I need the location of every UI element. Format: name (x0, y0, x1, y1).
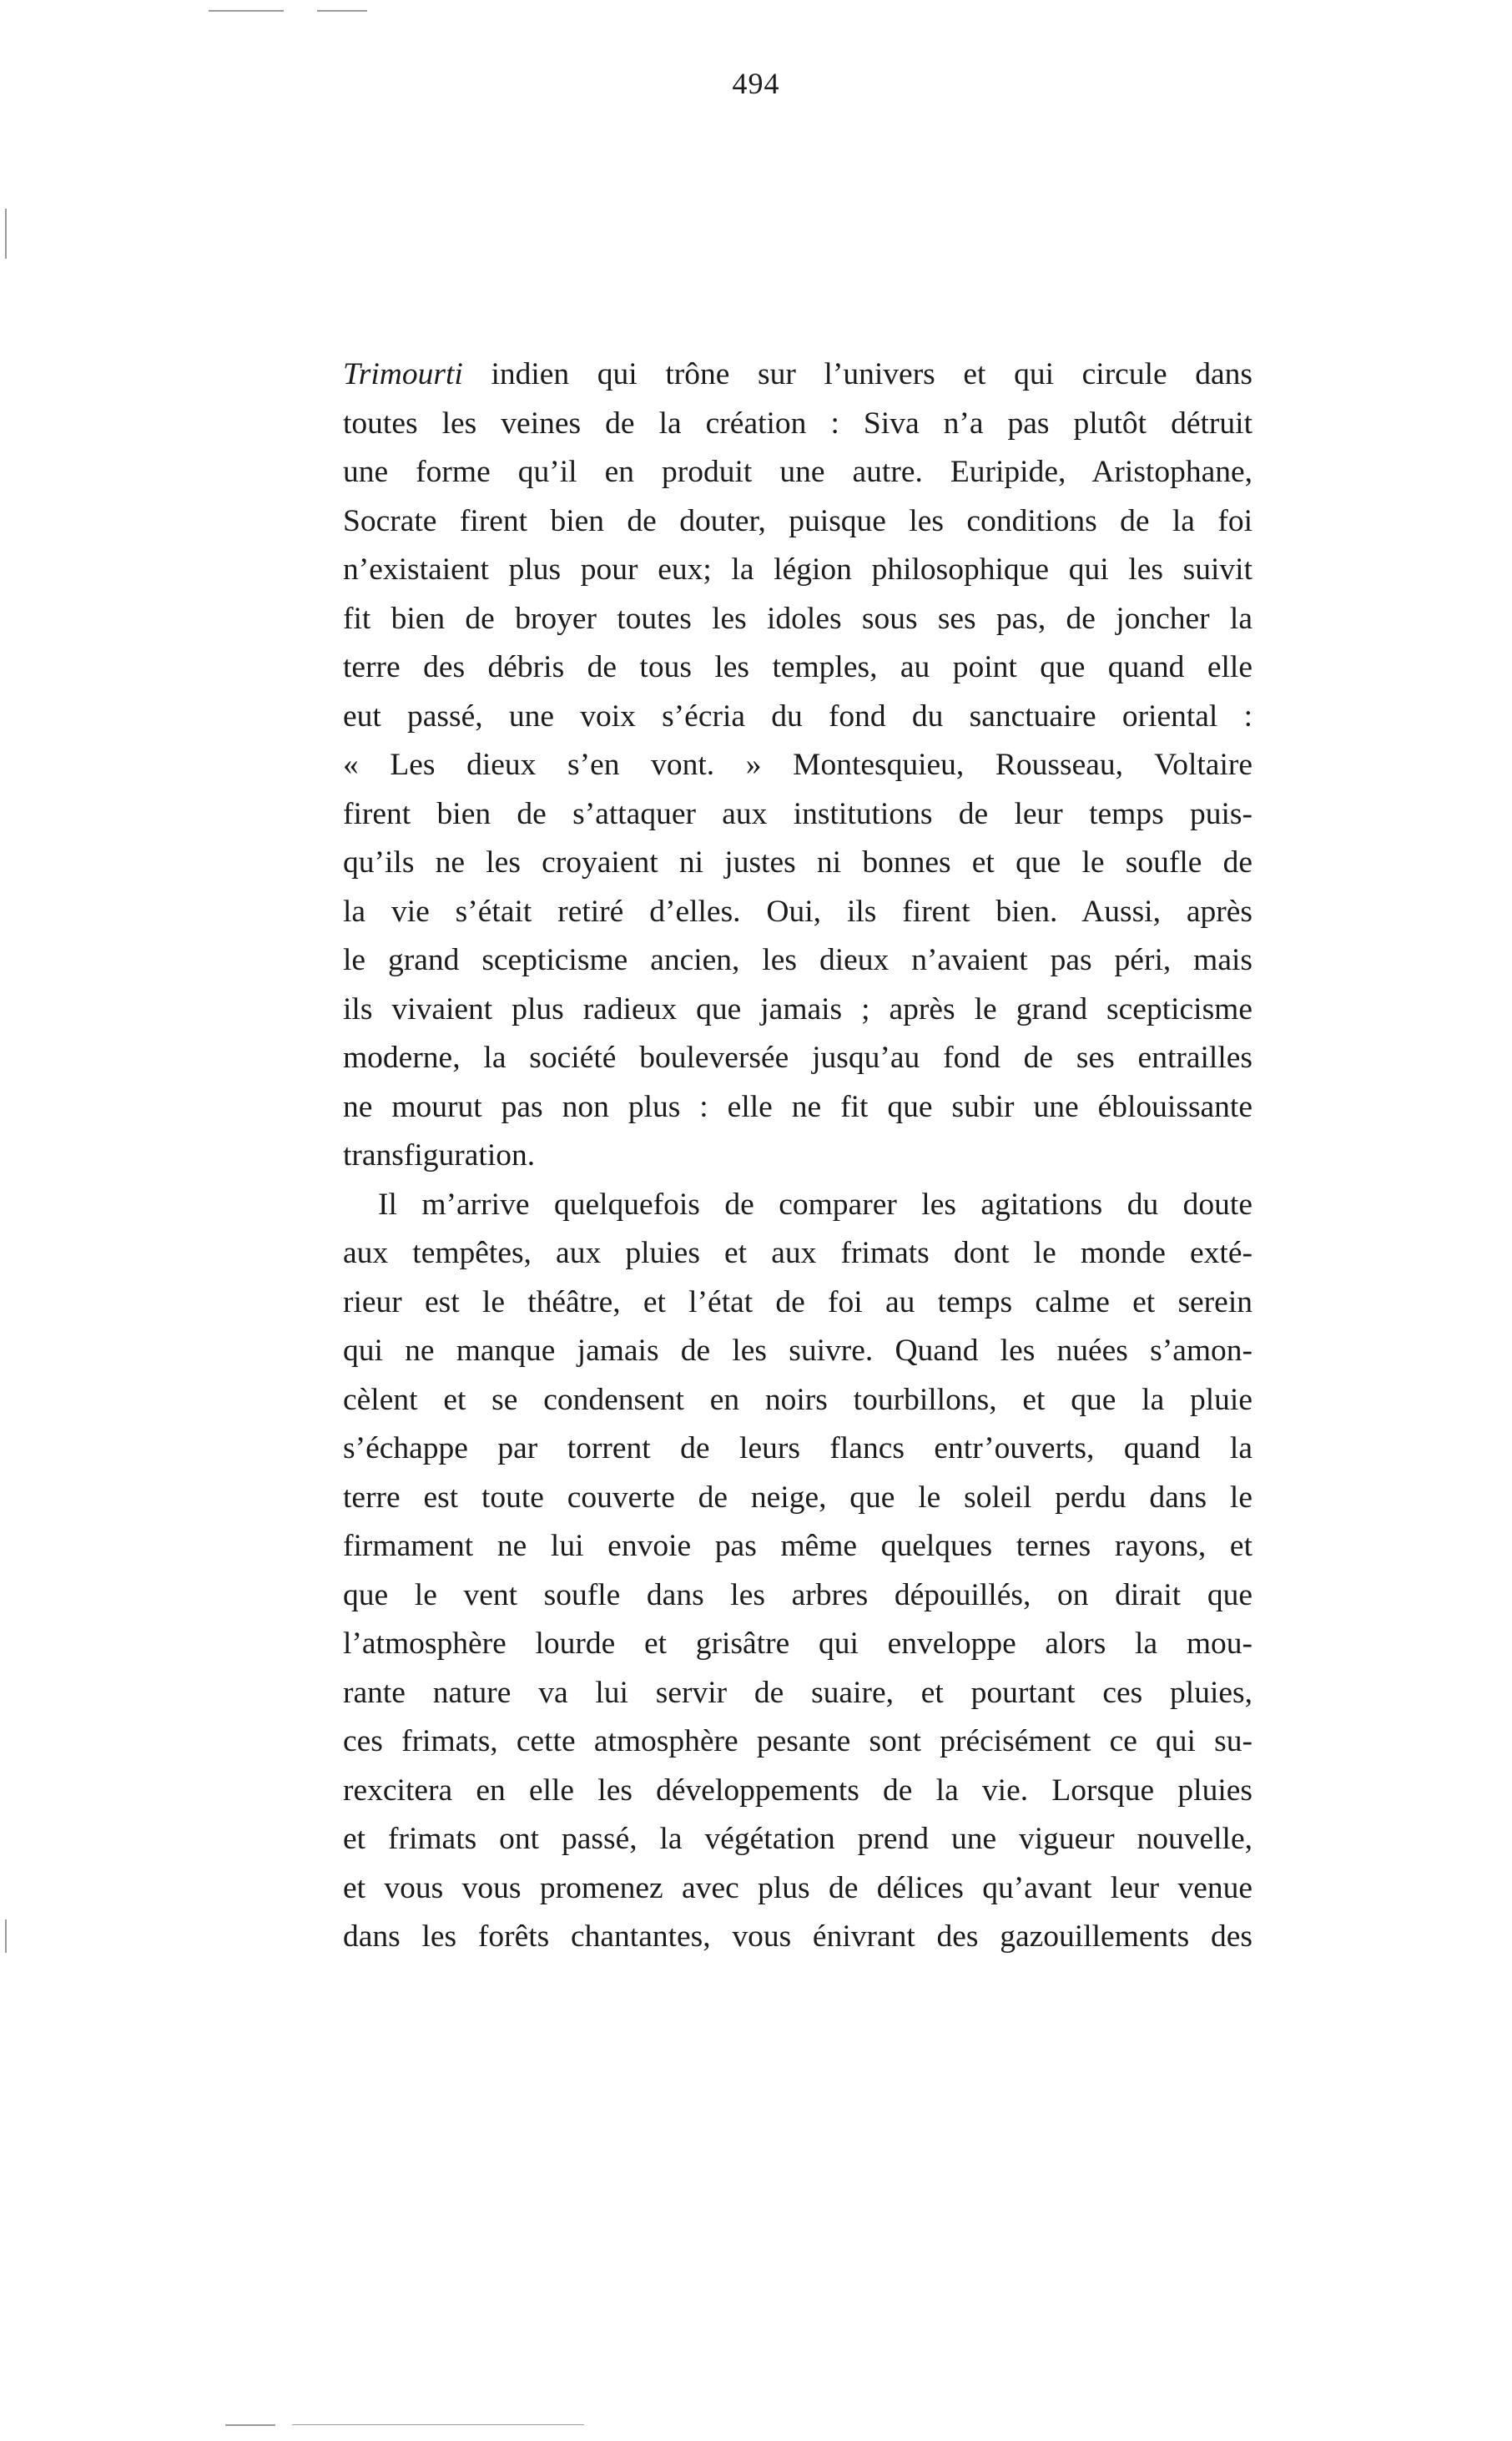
page-number: 494 (732, 67, 780, 100)
text-line (343, 595, 1252, 644)
text-line (343, 1815, 1252, 1864)
text-line-content: firmament ne lui envoie pas même quelques ternes rayons, et (343, 1529, 1252, 1563)
text-line-content: dans les forêts chantantes, vous énivrant des gazouillements des (343, 1919, 1252, 1954)
text-line (343, 351, 1252, 400)
text-line (343, 546, 1252, 595)
text-line-content: firent bien de s’attaquer aux institutions de leur temps puis- (343, 796, 1252, 831)
text-line (343, 1864, 1252, 1914)
text-line-content: terre des débris de tous les temples, au point que quand elle (343, 650, 1252, 684)
text-line-content: terre est toute couverte de neige, que le soleil perdu dans le (343, 1480, 1252, 1515)
text-line-content: aux tempêtes, aux pluies et aux frimats dont le monde exté- (343, 1236, 1252, 1270)
text-line (343, 693, 1252, 742)
text-line (343, 1327, 1252, 1376)
text-line-content: rexcitera en elle les développements de la vie. Lorsque pluies (343, 1773, 1252, 1808)
text-line-content: qu’ils ne les croyaient ni justes ni bonnes et que le soufle de (343, 845, 1252, 880)
text-line (343, 986, 1252, 1035)
text-line (343, 400, 1252, 449)
text-line (343, 643, 1252, 693)
text-line (343, 1620, 1252, 1669)
text-line-content: rieur est le théâtre, et l’état de foi au temps calme et serein (343, 1284, 1252, 1319)
text-line (343, 1717, 1252, 1767)
text-line (343, 1376, 1252, 1425)
text-line-content: Socrate firent bien de douter, puisque les conditions de la foi (343, 503, 1252, 538)
text-line-content: fit bien de broyer toutes les idoles sous ses pas, de joncher la (343, 601, 1252, 636)
scan-edge-mark-top (209, 10, 284, 12)
scan-edge-mark-bottom (225, 2424, 275, 2426)
text-line (343, 1132, 1252, 1181)
text-line-content: ces frimats, cette atmosphère pesante sont précisément ce qui su- (343, 1724, 1252, 1758)
italic-term: Trimourti (343, 357, 463, 391)
text-line (343, 1425, 1252, 1474)
text-line (343, 1522, 1252, 1571)
scan-edge-mark-left-2 (5, 1919, 7, 1953)
text-line-content: qui ne manque jamais de les suivre. Quand les nuées s’amon- (343, 1334, 1252, 1368)
text-line (343, 497, 1252, 547)
text-line-content: et frimats ont passé, la végétation prend une vigueur nouvelle, (343, 1822, 1252, 1856)
text-line (343, 1034, 1252, 1083)
text-line-content: que le vent soufle dans les arbres dépouillés, on dirait que (343, 1577, 1252, 1612)
scan-edge-mark-bottom-2 (292, 2424, 584, 2425)
text-line-content: rante nature va lui servir de suaire, et pourtant ces pluies, (343, 1675, 1252, 1710)
text-line-content: la vie s’était retiré d’elles. Oui, ils firent bien. Aussi, après (343, 894, 1252, 929)
body-text (343, 351, 1252, 1962)
text-line-content: cèlent et se condensent en noirs tourbillons, et que la pluie (343, 1382, 1252, 1417)
text-line (343, 1571, 1252, 1621)
text-line-content: le grand scepticisme ancien, les dieux n’avaient pas péri, mais (343, 943, 1252, 977)
text-line-content: moderne, la société bouleversée jusqu’au fond de ses entrailles (343, 1041, 1252, 1075)
text-line (343, 839, 1252, 888)
scan-edge-mark-left (5, 209, 7, 259)
text-line-content: ils vivaient plus radieux que jamais ; après le grand scepticisme (343, 991, 1252, 1026)
text-line-content: transfiguration. (343, 1138, 536, 1173)
text-line (343, 1278, 1252, 1328)
text-line-content: « Les dieux s’en vont. » Montesquieu, Rousseau, Voltaire (343, 748, 1252, 782)
text-line (343, 936, 1252, 986)
text-line-content: indien qui trône sur l’univers et qui circule dans (462, 357, 1252, 391)
text-line-content: ne mourut pas non plus : elle ne fit que subir une éblouissante (343, 1089, 1252, 1124)
text-line (343, 1181, 1252, 1230)
text-line (343, 1083, 1252, 1132)
text-line-content: l’atmosphère lourde et grisâtre qui enveloppe alors la mou- (343, 1626, 1252, 1661)
text-line-content: s’échappe par torrent de leurs flancs entr’ouverts, quand la (343, 1431, 1252, 1465)
text-line-content: eut passé, une voix s’écria du fond du sanctuaire oriental : (343, 699, 1252, 734)
text-line-content: toutes les veines de la création : Siva n’a pas plutôt détruit (343, 406, 1252, 441)
text-line (343, 1767, 1252, 1816)
text-line-content: et vous vous promenez avec plus de délices qu’avant leur venue (343, 1870, 1252, 1905)
text-line (343, 1474, 1252, 1523)
text-line (343, 790, 1252, 840)
text-line (343, 741, 1252, 790)
text-line (343, 1229, 1252, 1278)
text-line-content: n’existaient plus pour eux; la légion philosophique qui les suivit (343, 552, 1252, 587)
text-line (343, 448, 1252, 497)
text-line (343, 1913, 1252, 1962)
scan-edge-mark-top-2 (317, 10, 367, 12)
text-line (343, 888, 1252, 937)
text-line-content: Il m’arrive quelquefois de comparer les agitations du doute (378, 1187, 1252, 1222)
text-line-content: une forme qu’il en produit une autre. Euripide, Aristophane, (343, 455, 1252, 489)
text-line (343, 1669, 1252, 1718)
